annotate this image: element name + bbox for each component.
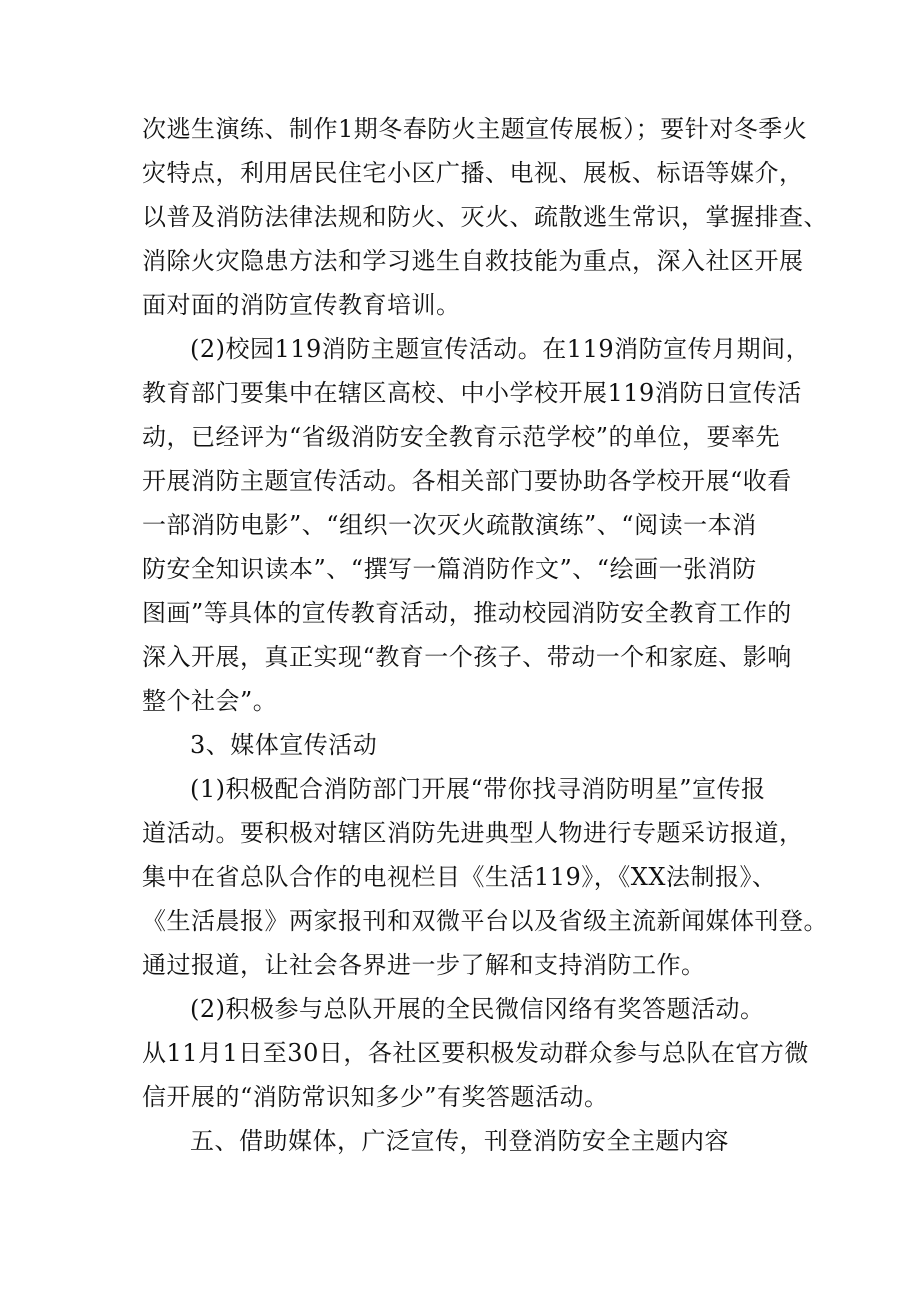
paragraph-heading: (2)校园119消防主题宣传活动。在119消防宣传月期间， [190, 335, 811, 363]
text-line: 灾特点，利用居民住宅小区广播、电视、展板、标语等媒介， [142, 159, 804, 187]
text-line: 从11月1日至30日，各社区要积极发动群众参与总队在官方微 [142, 1039, 809, 1067]
paragraph-heading: (2)积极参与总队开展的全民微信冈络有奖答题活动。 [190, 995, 765, 1023]
text-line: 开展消防主题宣传活动。各相关部门要协助各学校开展“收看 [142, 467, 792, 495]
text-line: 图画”等具体的宣传教育活动，推动校园消防安全教育工作的 [142, 599, 792, 627]
text-line: 防安全知识读本”、“撰写一篇消防作文”、“绘画一张消防 [142, 555, 757, 583]
section-heading: 3、媒体宣传活动 [190, 731, 378, 759]
text-line: 集中在省总队合作的电视栏目《生活119》，《XX法制报》、 [142, 863, 777, 891]
text-line: 次逃生演练、制作1期冬春防火主题宣传展板）；要针对冬季火 [142, 115, 808, 143]
text-line: 通过报道，让社会各界进一步了解和支持消防工作。 [142, 951, 706, 979]
text-line: 面对面的消防宣传教育培训。 [142, 291, 461, 319]
text-line: 整个社会”。 [142, 687, 278, 715]
text-line: 消除火灾隐患方法和学习逃生自救技能为重点，深入社区开展 [142, 247, 804, 275]
text-line: 动，已经评为“省级消防安全教育示范学校”的单位，要率先 [142, 423, 781, 451]
text-line: 道活动。要积极对辖区消防先进典型人物进行专题采访报道， [142, 819, 804, 847]
text-line: 以普及消防法律法规和防火、灭火、疏散逃生常识，掌握排查、 [142, 203, 828, 231]
text-line: 信开展的“消防常识知多少”有奖答题活动。 [142, 1083, 609, 1111]
section-heading: 五、借助媒体，广泛宣传，刊登消防安全主题内容 [190, 1127, 729, 1155]
text-line: 教育部门要集中在辖区高校、中小学校开展119消防日宣传活 [142, 379, 802, 407]
text-line: 深入开展，真正实现“教育一个孩子、带动一个和家庭、影响 [142, 643, 792, 671]
text-line: 《生活晨报》两家报刊和双微平台以及省级主流新闻媒体刊登。 [142, 907, 828, 935]
text-line: 一部消防电影”、“组织一次灭火疏散演练”、“阅读一本消 [142, 511, 757, 539]
paragraph-heading: (1)积极配合消防部门开展“带你找寻消防明星”宣传报 [190, 775, 766, 803]
